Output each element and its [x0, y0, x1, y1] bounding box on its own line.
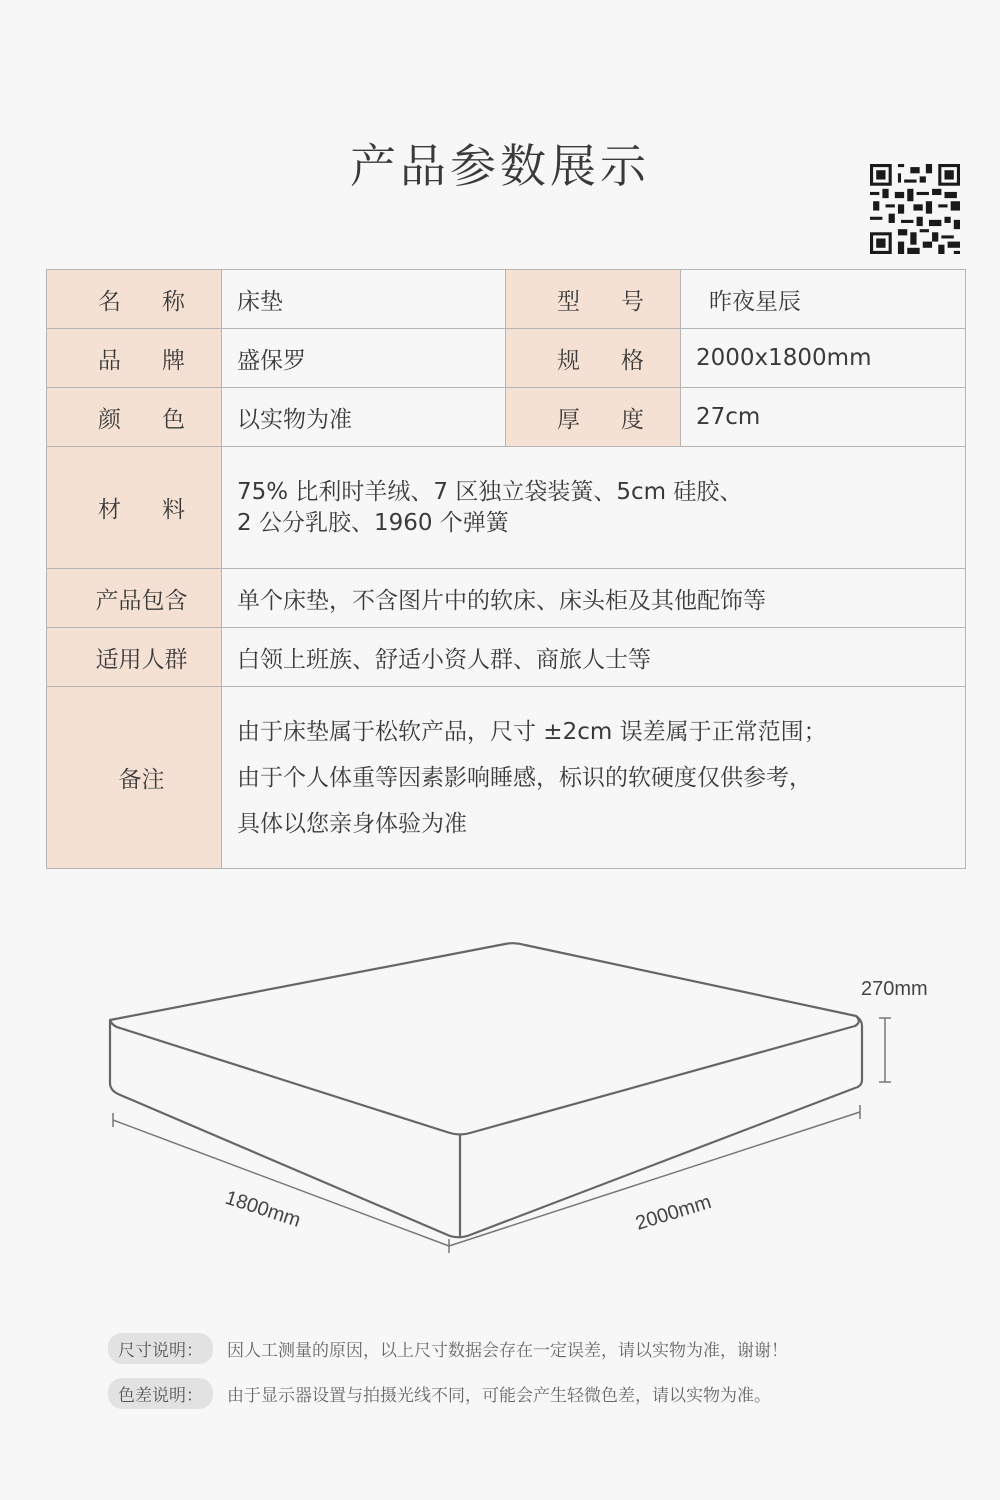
remark-value: [222, 687, 966, 869]
remark-line: 由于个人体重等因素影响睡感，标识的软硬度仅供参考，: [237, 764, 812, 791]
spec-value: 2000x1800mm: [681, 329, 966, 388]
model-label: 型 号: [506, 270, 681, 329]
page-title: 产品参数展示: [350, 139, 650, 193]
size-note-text: 因人工测量的原因，以上尺寸数据会存在一定误差，请以实物为准，谢谢！: [227, 1341, 788, 1361]
height-dimension-label: 270mm: [861, 978, 928, 1000]
name-label: 名 称: [47, 270, 222, 329]
material-value: [222, 447, 966, 569]
name-value: 床垫: [222, 270, 506, 329]
table-row: [47, 447, 966, 569]
remark-line: 具体以您亲身体验为准: [237, 810, 467, 837]
mattress-outline: [110, 943, 862, 1237]
audience-value: 白领上班族、舒适小资人群、商旅人士等: [222, 628, 966, 687]
table-row: [47, 569, 966, 628]
qr-code-icon: [870, 164, 960, 254]
material-line: 75% 比利时羊绒、7 区独立袋装簧、5cm 硅胶、: [237, 478, 743, 505]
mattress-dimension-diagram: [0, 920, 1000, 1270]
table-row: [47, 270, 966, 329]
color-value: 以实物为准: [222, 388, 506, 447]
size-note: [108, 1333, 968, 1364]
brand-value: 盛保罗: [222, 329, 506, 388]
remark-line: 由于床垫属于松软产品，尺寸 ±2cm 误差属于正常范围；: [237, 718, 827, 745]
material-label: 材 料: [47, 447, 222, 569]
color-note-tag: 色差说明：: [108, 1378, 213, 1409]
color-note-text: 由于显示器设置与拍摄光线不同，可能会产生轻微色差，请以实物为准。: [227, 1386, 771, 1406]
size-note-tag: 尺寸说明：: [108, 1333, 213, 1364]
brand-label: 品 牌: [47, 329, 222, 388]
parameter-table: [46, 269, 966, 869]
table-row: [47, 687, 966, 869]
thickness-value: 27cm: [681, 388, 966, 447]
audience-label: 适用人群: [47, 628, 222, 687]
model-value: 昨夜星辰: [681, 270, 966, 329]
width-dimension-label: 1800mm: [222, 1186, 304, 1232]
thickness-label: 厚 度: [506, 388, 681, 447]
includes-value: 单个床垫，不含图片中的软床、床头柜及其他配饰等: [222, 569, 966, 628]
color-note: [108, 1378, 968, 1409]
table-row: [47, 628, 966, 687]
table-row: [47, 388, 966, 447]
spec-label: 规 格: [506, 329, 681, 388]
includes-label: 产品包含: [47, 569, 222, 628]
color-label: 颜 色: [47, 388, 222, 447]
remark-label: 备注: [47, 687, 222, 869]
material-line: 2 公分乳胶、1960 个弹簧: [237, 509, 509, 536]
notes-section: [108, 1333, 968, 1423]
length-dimension-label: 2000mm: [633, 1190, 714, 1235]
table-row: [47, 329, 966, 388]
